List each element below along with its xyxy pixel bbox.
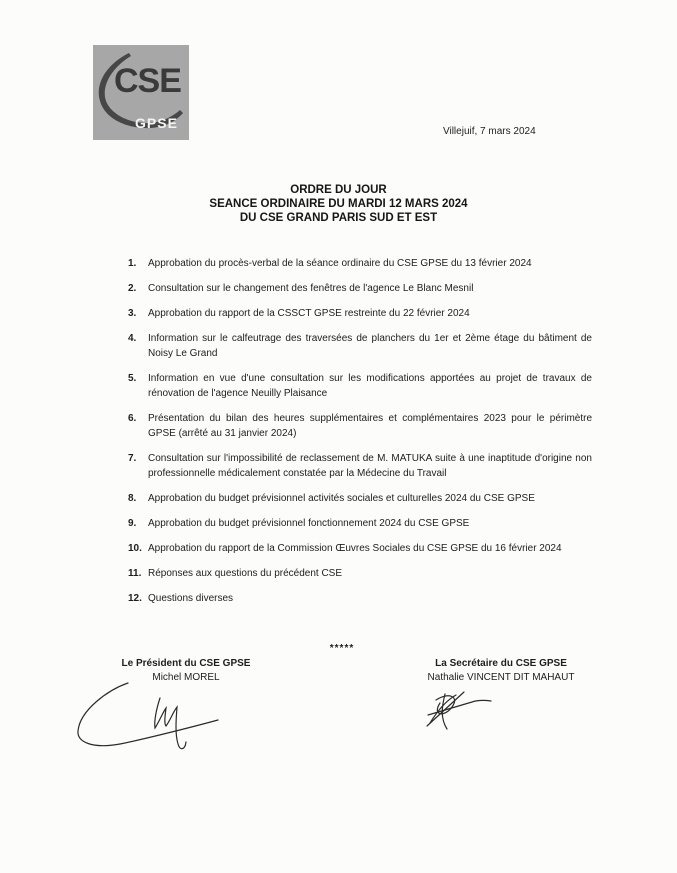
president-title: Le Président du CSE GPSE <box>121 658 251 669</box>
agenda-item <box>128 591 592 606</box>
agenda-item-text: Approbation du budget prévisionnel activités sociales et culturelles 2024 du CSE GPSE <box>148 493 535 504</box>
logo-acronym: CSE <box>114 62 181 100</box>
agenda-item-number: 1. <box>128 258 137 269</box>
agenda-item-number: 10. <box>128 543 142 554</box>
secretary-title: La Secrétaire du CSE GPSE <box>435 658 567 669</box>
cse-gpse-logo <box>93 45 189 140</box>
agenda-item-number: 6. <box>128 413 137 424</box>
agenda-item-text: Consultation sur l'impossibilité de reclassement de M. MATUKA suite à une inaptitude d'origine non professionnelle médicalement constatée par la Médecine du Travail <box>148 453 592 479</box>
title-line-2: SEANCE ORDINAIRE DU MARDI 12 MARS 2024 <box>209 198 468 210</box>
agenda-item-text: Approbation du rapport de la Commission Œuvres Sociales du CSE GPSE du 16 février 2024 <box>148 543 562 554</box>
agenda-item <box>128 306 592 321</box>
agenda-item-number: 5. <box>128 373 137 384</box>
agenda-item <box>128 331 592 361</box>
agenda-item-text: Approbation du budget prévisionnel fonctionnement 2024 du CSE GPSE <box>148 518 470 529</box>
agenda-list <box>128 256 592 616</box>
agenda-item-text: Approbation du rapport de la CSSCT GPSE restreinte du 22 février 2024 <box>148 308 470 319</box>
title-line-1: ORDRE DU JOUR <box>290 184 387 196</box>
logo-sub-label: GPSE <box>135 115 178 131</box>
agenda-item <box>128 451 592 481</box>
president-handwritten-signature <box>60 672 230 762</box>
agenda-item <box>128 371 592 401</box>
agenda-item <box>128 541 592 556</box>
agenda-item-number: 7. <box>128 453 137 464</box>
agenda-item-text: Présentation du bilan des heures supplémentaires et complémentaires 2023 pour le périmètre GPSE (arrêté au 31 janvier 2024) <box>148 413 592 439</box>
agenda-item-number: 12. <box>128 593 142 604</box>
agenda-item-text: Questions diverses <box>148 593 234 604</box>
agenda-item-text: Consultation sur le changement des fenêtres de l'agence Le Blanc Mesnil <box>148 283 474 294</box>
agenda-item <box>128 516 592 531</box>
president-name: Michel MOREL <box>152 672 220 683</box>
agenda-item <box>128 281 592 296</box>
document-title <box>0 183 677 225</box>
place-date-line: Villejuif, 7 mars 2024 <box>443 126 536 137</box>
secretary-name: Nathalie VINCENT DIT MAHAUT <box>427 672 575 683</box>
agenda-item-text: Approbation du procès-verbal de la séance ordinaire du CSE GPSE du 13 février 2024 <box>148 258 532 269</box>
agenda-item-number: 9. <box>128 518 137 529</box>
agenda-item-text: Information sur le calfeutrage des traversées de planchers du 1er et 2ème étage du bâtiment de Noisy Le Grand <box>148 333 592 359</box>
agenda-item-text: Information en vue d'une consultation sur les modifications apportées au projet de travaux de rénovation de l'agence Neuilly Plaisance <box>148 373 592 399</box>
agenda-item-number: 11. <box>128 568 142 579</box>
secretary-handwritten-signature <box>420 688 510 736</box>
footer-separator: ***** <box>329 643 355 654</box>
title-line-3: DU CSE GRAND PARIS SUD ET EST <box>239 212 438 224</box>
agenda-item <box>128 256 592 271</box>
secretary-signature-block <box>391 657 611 685</box>
agenda-item-text: Réponses aux questions du précédent CSE <box>148 568 343 579</box>
agenda-item <box>128 411 592 441</box>
agenda-item-number: 4. <box>128 333 137 344</box>
agenda-item <box>128 566 592 581</box>
agenda-item <box>128 491 592 506</box>
agenda-item-number: 2. <box>128 283 137 294</box>
agenda-item-number: 3. <box>128 308 137 319</box>
agenda-item-number: 8. <box>128 493 137 504</box>
